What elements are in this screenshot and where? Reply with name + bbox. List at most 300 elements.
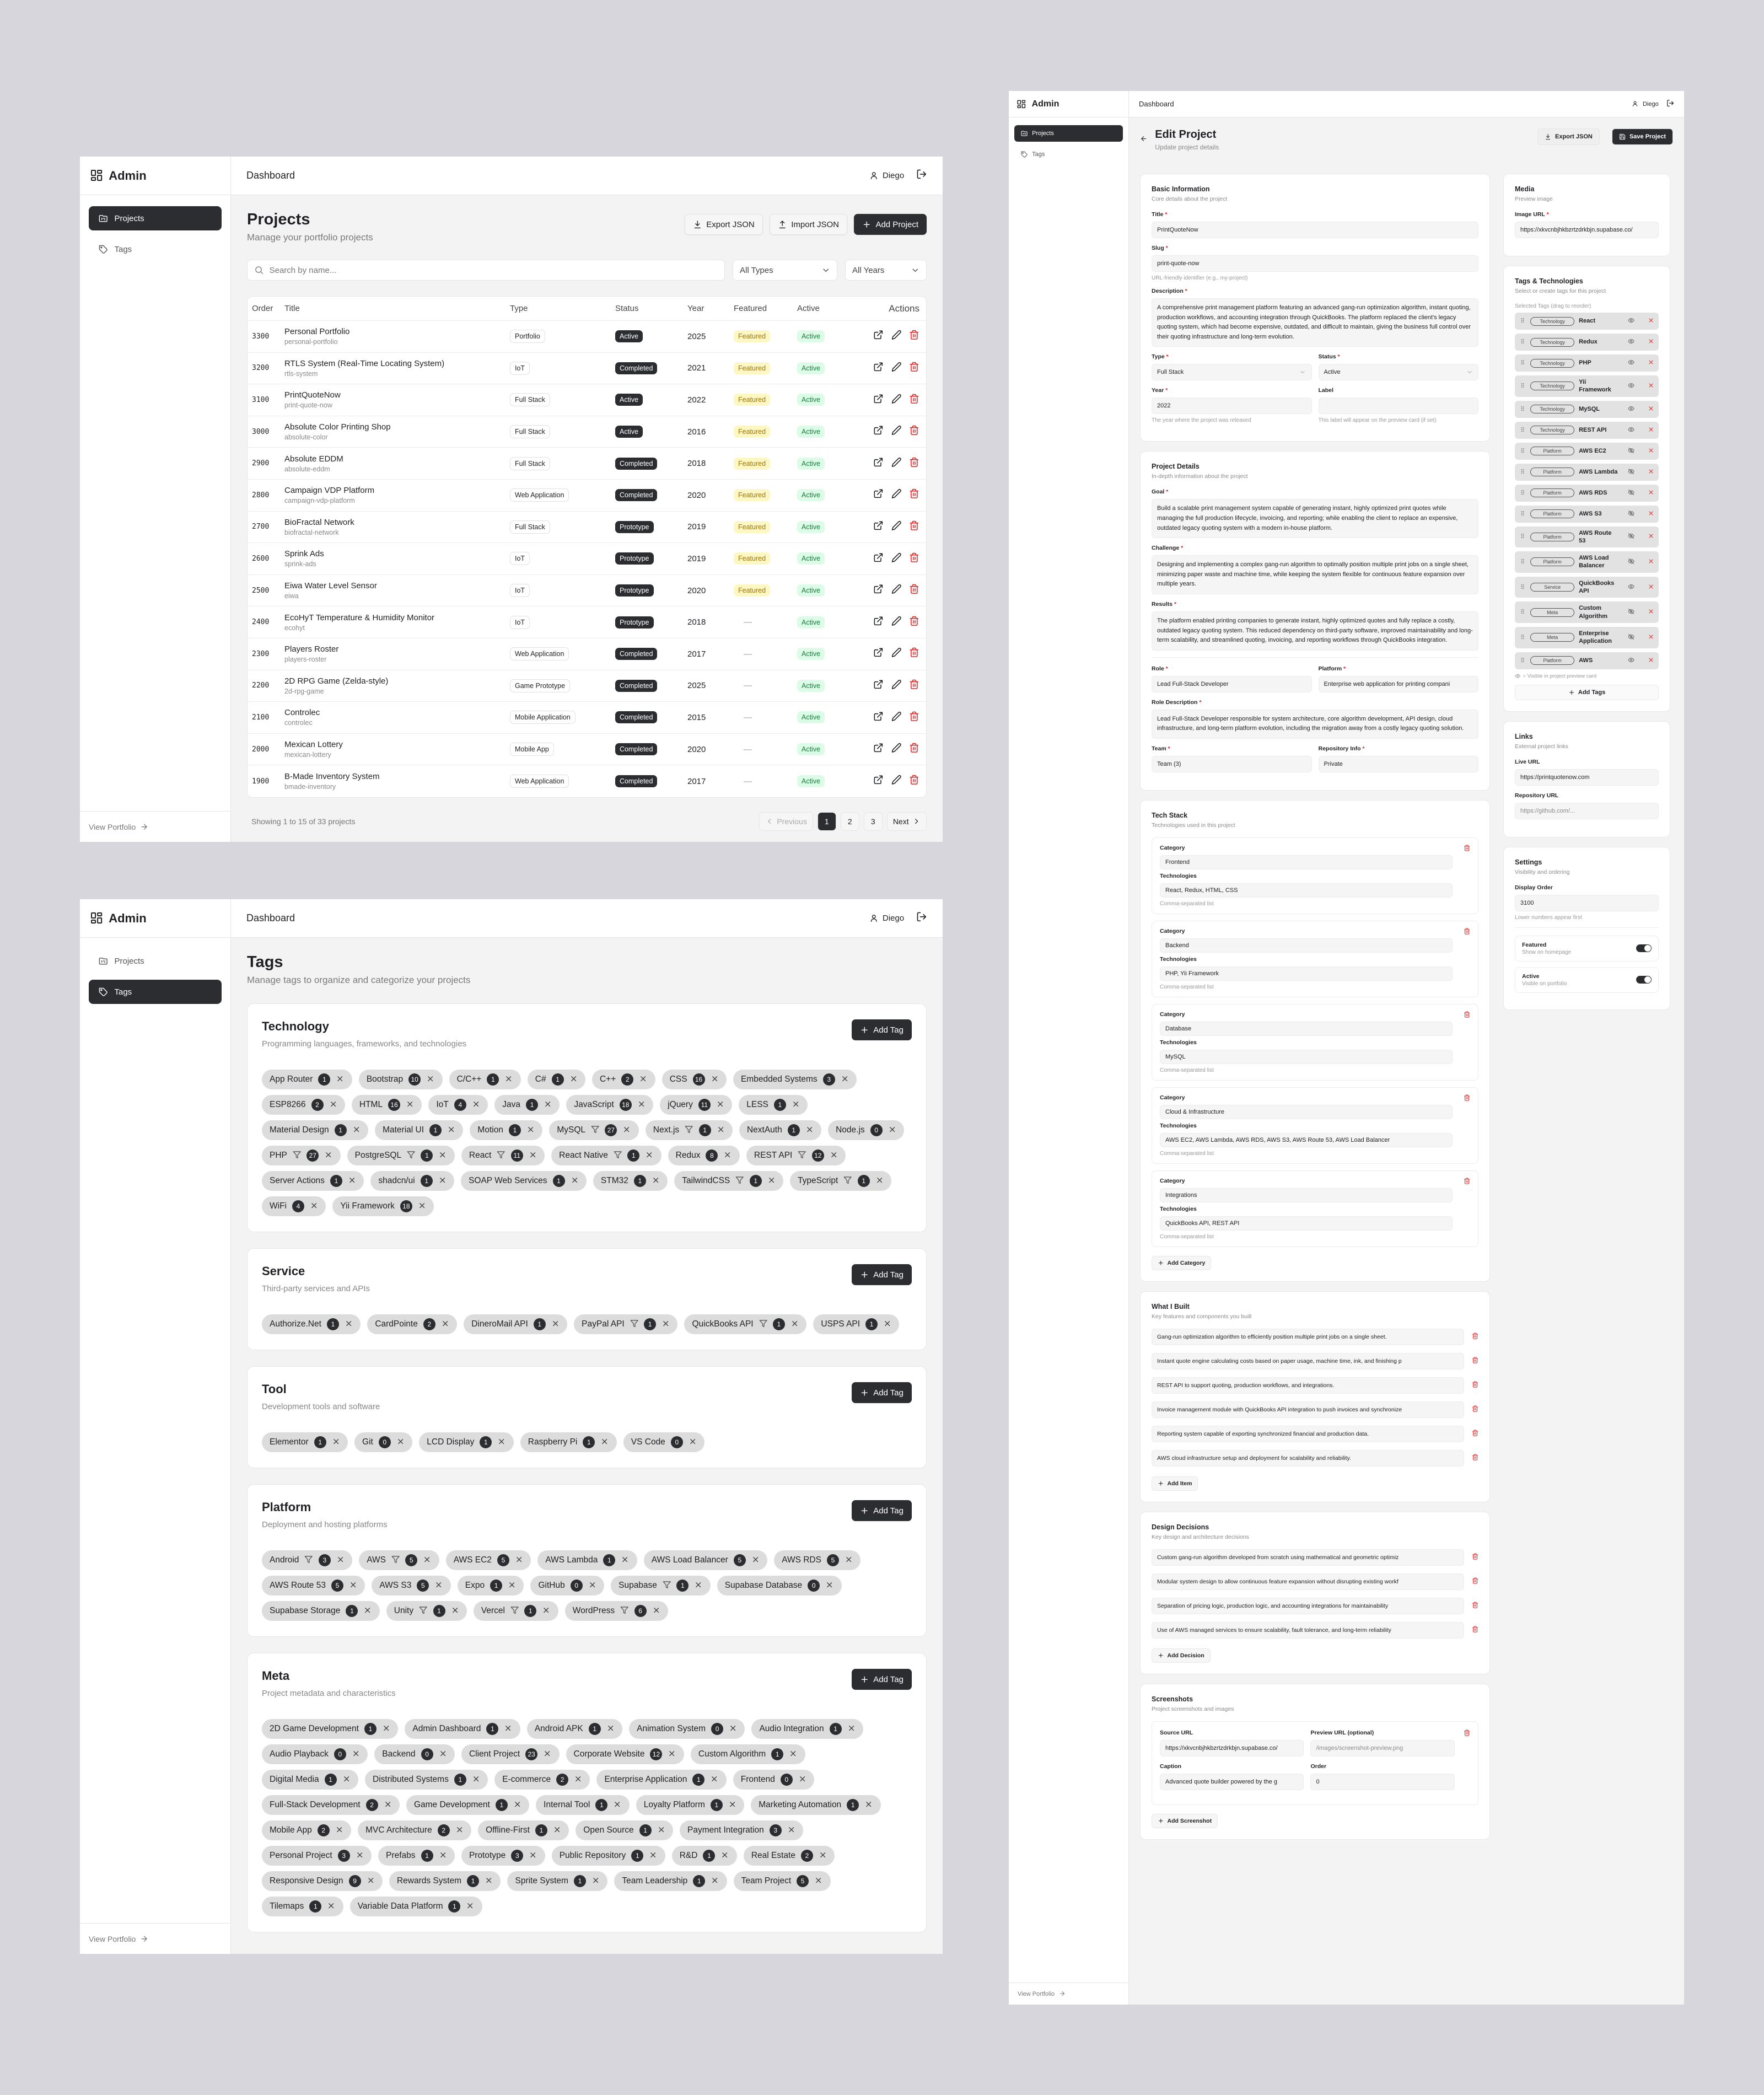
selected-tag-row[interactable]	[1515, 506, 1659, 523]
edit-button[interactable]	[891, 584, 902, 597]
add-tags-button[interactable]	[1515, 685, 1659, 700]
remove-tag-button[interactable]	[336, 1075, 344, 1084]
tag-chip[interactable]	[262, 1846, 372, 1866]
back-button[interactable]	[1140, 135, 1147, 144]
tag-chip[interactable]	[644, 1550, 767, 1570]
tag-chip[interactable]	[813, 1314, 899, 1334]
technologies-input[interactable]: PHP, Yii Framework	[1160, 966, 1453, 981]
remove-tag-button[interactable]	[668, 1749, 676, 1759]
caption-input[interactable]: Advanced quote builder powered by the g	[1160, 1774, 1304, 1790]
edit-button[interactable]	[891, 520, 902, 534]
delete-button[interactable]	[909, 743, 919, 756]
tag-chip[interactable]	[790, 1171, 891, 1191]
project-title[interactable]: Absolute EDDM	[284, 454, 343, 464]
delete-button[interactable]	[909, 552, 919, 566]
tag-chip[interactable]	[461, 1846, 545, 1866]
tag-chip[interactable]	[446, 1550, 531, 1570]
visibility-toggle[interactable]	[1628, 317, 1634, 325]
remove-tag-button[interactable]	[529, 1851, 537, 1861]
drag-handle[interactable]	[1519, 510, 1526, 518]
remove-tag-button[interactable]	[825, 1581, 833, 1591]
remove-tag-button[interactable]	[639, 1075, 647, 1084]
remove-tag-button[interactable]	[1648, 338, 1654, 346]
remove-tag-button[interactable]	[729, 1724, 737, 1734]
project-title[interactable]: 2D RPG Game (Zelda-style)	[284, 676, 389, 686]
view-portfolio-link[interactable]	[80, 1923, 230, 1954]
tag-chip[interactable]	[464, 1314, 567, 1334]
tag-chip[interactable]	[386, 1601, 467, 1621]
tag-chip[interactable]	[428, 1095, 488, 1115]
view-live-button[interactable]	[873, 647, 884, 660]
delete-button[interactable]	[909, 647, 919, 660]
tag-chip[interactable]	[406, 1795, 529, 1815]
tag-chip[interactable]	[660, 1095, 732, 1115]
remove-tag-button[interactable]	[352, 1125, 361, 1135]
view-live-button[interactable]	[873, 457, 884, 470]
drag-handle[interactable]	[1519, 317, 1526, 325]
tag-chip[interactable]	[389, 1871, 501, 1891]
remove-tag-button[interactable]	[1648, 447, 1654, 455]
decision-input[interactable]: Separation of pricing logic, production logic, and accounting integrations for maintainability	[1152, 1598, 1464, 1614]
tag-chip[interactable]	[262, 1120, 368, 1140]
tag-chip[interactable]	[262, 1550, 352, 1570]
visibility-toggle[interactable]	[1628, 382, 1634, 390]
delete-button[interactable]	[909, 394, 919, 407]
remove-tag-button[interactable]	[710, 1775, 718, 1785]
remove-tag-button[interactable]	[875, 1176, 884, 1186]
tag-chip[interactable]	[262, 1171, 364, 1191]
add-project-button[interactable]	[854, 214, 927, 235]
tag-chip[interactable]	[551, 1146, 662, 1165]
remove-tag-button[interactable]	[1648, 489, 1654, 497]
edit-button[interactable]	[891, 552, 902, 566]
delete-decision-button[interactable]	[1472, 1577, 1478, 1586]
remove-tag-button[interactable]	[789, 1749, 797, 1759]
remove-tag-button[interactable]	[888, 1125, 896, 1135]
previous-page-button[interactable]	[759, 812, 813, 831]
edit-button[interactable]	[891, 711, 902, 724]
table-row[interactable]	[248, 321, 926, 353]
remove-tag-button[interactable]	[717, 1125, 725, 1135]
remove-tag-button[interactable]	[551, 1319, 560, 1329]
remove-tag-button[interactable]	[349, 1581, 357, 1591]
sidebar-item-projects[interactable]	[89, 206, 222, 230]
remove-tag-button[interactable]	[864, 1800, 873, 1810]
live-url-input[interactable]: https://printquotenow.com	[1515, 769, 1659, 786]
selected-tag-row[interactable]	[1515, 652, 1659, 669]
view-live-button[interactable]	[873, 711, 884, 724]
remove-tag-button[interactable]	[1648, 633, 1654, 642]
remove-tag-button[interactable]	[600, 1437, 609, 1447]
selected-tag-row[interactable]	[1515, 577, 1659, 598]
sidebar-item-projects[interactable]	[1014, 125, 1123, 142]
view-live-button[interactable]	[873, 616, 884, 629]
remove-tag-button[interactable]	[329, 1100, 337, 1110]
remove-tag-button[interactable]	[396, 1437, 405, 1447]
page-2-button[interactable]: 2	[841, 812, 859, 831]
view-live-button[interactable]	[873, 520, 884, 534]
remove-tag-button[interactable]	[649, 1851, 657, 1861]
title-input[interactable]: PrintQuoteNow	[1152, 222, 1478, 238]
selected-tag-row[interactable]	[1515, 334, 1659, 351]
selected-tag-row[interactable]	[1515, 485, 1659, 502]
remove-tag-button[interactable]	[728, 1800, 736, 1810]
tag-chip[interactable]	[614, 1871, 727, 1891]
sidebar-item-tags[interactable]	[1014, 146, 1123, 163]
remove-tag-button[interactable]	[504, 1724, 512, 1734]
tag-chip[interactable]	[672, 1846, 737, 1866]
tag-chip[interactable]	[774, 1550, 861, 1570]
tag-chip[interactable]	[611, 1576, 711, 1596]
category-input[interactable]: Backend	[1160, 938, 1453, 953]
logout-button[interactable]	[916, 911, 927, 925]
built-item-input[interactable]: AWS cloud infrastructure setup and deployment for scalability and reliability.	[1152, 1450, 1464, 1466]
delete-button[interactable]	[909, 520, 919, 534]
drag-handle[interactable]	[1519, 382, 1526, 390]
edit-button[interactable]	[891, 362, 902, 375]
remove-tag-button[interactable]	[571, 1176, 579, 1186]
remove-tag-button[interactable]	[694, 1581, 702, 1591]
remove-tag-button[interactable]	[451, 1606, 459, 1616]
tag-chip[interactable]	[262, 1095, 345, 1115]
tag-chip[interactable]	[262, 1744, 368, 1764]
remove-tag-button[interactable]	[689, 1437, 697, 1447]
drag-handle[interactable]	[1519, 583, 1526, 592]
delete-built-item-button[interactable]	[1472, 1357, 1478, 1365]
role-description-textarea[interactable]: Lead Full-Stack Developer responsible for system architecture, core algorithm development, API design, cloud infrastructure, and long-term platform evolution, including the migration away from a costly legacy quoting solution.	[1152, 710, 1478, 739]
remove-tag-button[interactable]	[382, 1724, 390, 1734]
selected-tag-row[interactable]	[1515, 443, 1659, 460]
visibility-toggle[interactable]	[1628, 657, 1634, 665]
delete-built-item-button[interactable]	[1472, 1405, 1478, 1414]
view-live-button[interactable]	[873, 775, 884, 788]
table-row[interactable]	[248, 480, 926, 512]
built-item-input[interactable]: REST API to support quoting, production workflows, and integrations.	[1152, 1377, 1464, 1394]
remove-tag-button[interactable]	[751, 1555, 760, 1565]
table-row[interactable]	[248, 606, 926, 638]
remove-tag-button[interactable]	[830, 1151, 838, 1161]
add-tag-button[interactable]	[852, 1500, 912, 1521]
remove-tag-button[interactable]	[438, 1176, 447, 1186]
remove-tag-button[interactable]	[485, 1876, 493, 1886]
remove-tag-button[interactable]	[447, 1125, 455, 1135]
remove-tag-button[interactable]	[606, 1724, 615, 1734]
visibility-toggle[interactable]	[1628, 359, 1634, 367]
view-live-button[interactable]	[873, 394, 884, 407]
remove-tag-button[interactable]	[508, 1581, 516, 1591]
drag-handle[interactable]	[1519, 405, 1526, 413]
edit-button[interactable]	[891, 775, 902, 788]
tag-chip[interactable]	[507, 1871, 607, 1891]
active-toggle[interactable]	[1636, 976, 1652, 984]
tag-chip[interactable]	[262, 1146, 341, 1165]
visibility-toggle[interactable]	[1628, 447, 1634, 455]
add-screenshot-button[interactable]	[1152, 1814, 1218, 1828]
search-input[interactable]	[247, 260, 725, 281]
project-title[interactable]: RTLS System (Real-Time Locating System)	[284, 358, 445, 368]
tag-chip[interactable]	[262, 1601, 380, 1621]
view-live-button[interactable]	[873, 488, 884, 502]
featured-toggle[interactable]	[1636, 944, 1652, 952]
table-row[interactable]	[248, 384, 926, 416]
page-1-button[interactable]: 1	[818, 812, 836, 831]
page-3-button[interactable]: 3	[864, 812, 883, 831]
built-item-input[interactable]: Instant quote engine calculating costs based on paper usage, machine time, ink, and finishing p	[1152, 1353, 1464, 1369]
logout-button[interactable]	[1666, 99, 1674, 109]
project-title[interactable]: BioFractal Network	[284, 517, 354, 527]
tag-chip[interactable]	[461, 1744, 560, 1764]
tag-chip[interactable]	[680, 1820, 803, 1840]
export-json-button[interactable]	[685, 214, 763, 235]
remove-tag-button[interactable]	[792, 1100, 800, 1110]
table-row[interactable]	[248, 638, 926, 670]
remove-tag-button[interactable]	[767, 1176, 776, 1186]
table-row[interactable]	[248, 670, 926, 702]
category-input[interactable]: Cloud & Infrastructure	[1160, 1105, 1453, 1119]
remove-tag-button[interactable]	[883, 1319, 891, 1329]
delete-screenshot-button[interactable]	[1464, 1729, 1470, 1797]
delete-button[interactable]	[909, 679, 919, 692]
edit-button[interactable]	[891, 330, 902, 343]
tag-chip[interactable]	[629, 1719, 745, 1739]
tag-chip[interactable]	[474, 1601, 558, 1621]
remove-tag-button[interactable]	[439, 1851, 447, 1861]
results-textarea[interactable]: The platform enabled printing companies to generate instant, highly optimized quotes and fully replace a costly, outdated legacy quoting system. This reduced dependency on third-party software, improved maintainability and long-term scalability, and streamlined quoting, invoicing, and reporting workflows through QuickBooks integration.	[1152, 611, 1478, 651]
view-live-button[interactable]	[873, 330, 884, 343]
drag-handle[interactable]	[1519, 633, 1526, 642]
project-title[interactable]: Campaign VDP Platform	[284, 486, 375, 496]
remove-tag-button[interactable]	[805, 1125, 814, 1135]
tag-chip[interactable]	[596, 1770, 726, 1790]
tag-chip[interactable]	[527, 1719, 622, 1739]
tag-chip[interactable]	[461, 1171, 587, 1191]
tag-chip[interactable]	[358, 1820, 471, 1840]
repository-url-input[interactable]: https://github.com/...	[1515, 803, 1659, 819]
tag-chip[interactable]	[744, 1846, 835, 1866]
remove-tag-button[interactable]	[652, 1606, 660, 1616]
tag-chip[interactable]	[674, 1171, 783, 1191]
remove-tag-button[interactable]	[310, 1201, 318, 1211]
delete-button[interactable]	[909, 584, 919, 597]
tag-chip[interactable]	[739, 1120, 821, 1140]
tag-chip[interactable]	[717, 1576, 842, 1596]
remove-tag-button[interactable]	[569, 1075, 578, 1084]
visibility-toggle[interactable]	[1628, 583, 1634, 592]
view-live-button[interactable]	[873, 552, 884, 566]
tag-chip[interactable]	[592, 1070, 655, 1089]
tag-chip[interactable]	[262, 1719, 398, 1739]
status-select[interactable]	[1319, 364, 1479, 380]
remove-tag-button[interactable]	[529, 1151, 537, 1161]
tag-chip[interactable]	[751, 1719, 863, 1739]
tag-chip[interactable]	[359, 1070, 443, 1089]
remove-tag-button[interactable]	[356, 1851, 364, 1861]
tag-chip[interactable]	[565, 1601, 668, 1621]
technologies-input[interactable]: MySQL	[1160, 1050, 1453, 1064]
view-portfolio-link[interactable]	[80, 811, 230, 842]
drag-handle[interactable]	[1519, 468, 1526, 476]
tag-chip[interactable]	[739, 1095, 808, 1115]
project-title[interactable]: Eiwa Water Level Sensor	[284, 581, 377, 591]
project-title[interactable]: Players Roster	[284, 644, 339, 654]
add-tag-button[interactable]	[852, 1264, 912, 1285]
drag-handle[interactable]	[1519, 447, 1526, 455]
delete-category-button[interactable]	[1464, 1094, 1470, 1157]
drag-handle[interactable]	[1519, 657, 1526, 665]
remove-tag-button[interactable]	[845, 1555, 853, 1565]
remove-tag-button[interactable]	[1648, 510, 1654, 518]
selected-tag-row[interactable]	[1515, 354, 1659, 372]
edit-button[interactable]	[891, 616, 902, 629]
delete-category-button[interactable]	[1464, 1011, 1470, 1073]
built-item-input[interactable]: Reporting system capable of exporting synchronized financial and production data.	[1152, 1426, 1464, 1442]
tag-chip[interactable]	[537, 1550, 637, 1570]
remove-tag-button[interactable]	[542, 1606, 550, 1616]
edit-button[interactable]	[891, 488, 902, 502]
delete-category-button[interactable]	[1464, 1178, 1470, 1240]
next-page-button[interactable]	[887, 812, 927, 831]
remove-tag-button[interactable]	[1648, 657, 1654, 665]
drag-handle[interactable]	[1519, 533, 1526, 541]
visibility-toggle[interactable]	[1628, 633, 1634, 642]
platform-input[interactable]: Enterprise web application for printing compani	[1319, 676, 1479, 692]
edit-button[interactable]	[891, 457, 902, 470]
remove-tag-button[interactable]	[335, 1825, 343, 1835]
table-row[interactable]	[248, 575, 926, 607]
remove-tag-button[interactable]	[513, 1800, 521, 1810]
tag-chip[interactable]	[733, 1070, 857, 1089]
tag-chip[interactable]	[576, 1820, 673, 1840]
table-row[interactable]	[248, 702, 926, 734]
visibility-toggle[interactable]	[1628, 468, 1634, 476]
delete-built-item-button[interactable]	[1472, 1381, 1478, 1389]
delete-button[interactable]	[909, 425, 919, 438]
sidebar-item-tags[interactable]	[89, 237, 222, 261]
selected-tag-row[interactable]	[1515, 464, 1659, 481]
user-menu[interactable]	[1632, 100, 1659, 107]
view-live-button[interactable]	[873, 679, 884, 692]
visibility-toggle[interactable]	[1628, 558, 1634, 566]
edit-button[interactable]	[891, 425, 902, 438]
tag-chip[interactable]	[528, 1070, 585, 1089]
delete-decision-button[interactable]	[1472, 1626, 1478, 1634]
remove-tag-button[interactable]	[352, 1749, 360, 1759]
delete-built-item-button[interactable]	[1472, 1454, 1478, 1462]
add-tag-button[interactable]	[852, 1382, 912, 1403]
tag-chip[interactable]	[646, 1120, 733, 1140]
remove-tag-button[interactable]	[345, 1319, 353, 1329]
visibility-toggle[interactable]	[1628, 608, 1634, 616]
tag-chip[interactable]	[470, 1120, 542, 1140]
remove-tag-button[interactable]	[798, 1775, 806, 1785]
view-live-button[interactable]	[873, 584, 884, 597]
remove-tag-button[interactable]	[1648, 359, 1654, 367]
tag-chip[interactable]	[262, 1770, 358, 1790]
selected-tag-row[interactable]	[1515, 422, 1659, 439]
remove-tag-button[interactable]	[723, 1151, 732, 1161]
remove-tag-button[interactable]	[1648, 382, 1654, 390]
tag-chip[interactable]	[419, 1432, 514, 1452]
table-row[interactable]	[248, 416, 926, 448]
add-tag-button[interactable]	[852, 1019, 912, 1040]
remove-tag-button[interactable]	[438, 1151, 447, 1161]
selected-tag-row[interactable]	[1515, 401, 1659, 418]
sidebar-item-tags[interactable]	[89, 980, 222, 1004]
selected-tag-row[interactable]	[1515, 527, 1659, 548]
add-item-button[interactable]	[1152, 1476, 1198, 1491]
tag-chip[interactable]	[262, 1871, 383, 1891]
remove-tag-button[interactable]	[441, 1319, 449, 1329]
edit-button[interactable]	[891, 647, 902, 660]
tag-chip[interactable]	[458, 1576, 524, 1596]
remove-tag-button[interactable]	[455, 1825, 464, 1835]
tag-chip[interactable]	[478, 1820, 569, 1840]
tag-chip[interactable]	[347, 1146, 455, 1165]
tag-chip[interactable]	[636, 1795, 745, 1815]
drag-handle[interactable]	[1519, 338, 1526, 346]
visibility-toggle[interactable]	[1628, 510, 1634, 518]
tag-chip[interactable]	[593, 1171, 668, 1191]
remove-tag-button[interactable]	[652, 1176, 660, 1186]
preview-url-input[interactable]: /images/screenshot-preview.png	[1310, 1740, 1454, 1756]
tag-chip[interactable]	[574, 1314, 677, 1334]
tag-chip[interactable]	[828, 1120, 904, 1140]
remove-tag-button[interactable]	[472, 1775, 480, 1785]
tag-chip[interactable]	[350, 1897, 482, 1916]
view-live-button[interactable]	[873, 425, 884, 438]
team-input[interactable]: Team (3)	[1152, 756, 1312, 772]
tag-chip[interactable]	[378, 1846, 455, 1866]
edit-button[interactable]	[891, 394, 902, 407]
tag-chip[interactable]	[375, 1120, 463, 1140]
remove-tag-button[interactable]	[406, 1100, 414, 1110]
tag-chip[interactable]	[262, 1314, 361, 1334]
view-live-button[interactable]	[873, 743, 884, 756]
year-filter-select[interactable]	[845, 260, 927, 281]
remove-tag-button[interactable]	[543, 1749, 551, 1759]
project-title[interactable]: PrintQuoteNow	[284, 390, 341, 400]
delete-button[interactable]	[909, 488, 919, 502]
remove-tag-button[interactable]	[426, 1075, 434, 1084]
tag-chip[interactable]	[662, 1070, 727, 1089]
order-input[interactable]: 0	[1310, 1774, 1454, 1790]
drag-handle[interactable]	[1519, 489, 1526, 497]
remove-tag-button[interactable]	[814, 1876, 822, 1886]
selected-tag-row[interactable]	[1515, 313, 1659, 330]
remove-tag-button[interactable]	[787, 1825, 795, 1835]
edit-button[interactable]	[891, 679, 902, 692]
category-input[interactable]: Frontend	[1160, 855, 1453, 869]
tag-chip[interactable]	[623, 1432, 704, 1452]
tag-chip[interactable]	[262, 1432, 348, 1452]
user-menu[interactable]	[869, 914, 905, 923]
tag-chip[interactable]	[367, 1314, 457, 1334]
table-row[interactable]	[248, 512, 926, 544]
remove-tag-button[interactable]	[439, 1749, 447, 1759]
decision-input[interactable]: Use of AWS managed services to ensure scalability, fault tolerance, and long-term reliability	[1152, 1622, 1464, 1639]
role-input[interactable]: Lead Full-Stack Developer	[1152, 676, 1312, 692]
tag-chip[interactable]	[332, 1196, 434, 1216]
remove-tag-button[interactable]	[1648, 426, 1654, 434]
remove-tag-button[interactable]	[363, 1606, 372, 1616]
visibility-toggle[interactable]	[1628, 533, 1634, 541]
tag-chip[interactable]	[494, 1770, 590, 1790]
remove-tag-button[interactable]	[466, 1901, 474, 1911]
tag-chip[interactable]	[365, 1770, 488, 1790]
tag-chip[interactable]	[552, 1846, 665, 1866]
project-title[interactable]: Absolute Color Printing Shop	[284, 422, 391, 432]
source-url-input[interactable]: https://xkvcnbjhkbzrtzdrkbjn.supabase.co/	[1160, 1740, 1304, 1756]
